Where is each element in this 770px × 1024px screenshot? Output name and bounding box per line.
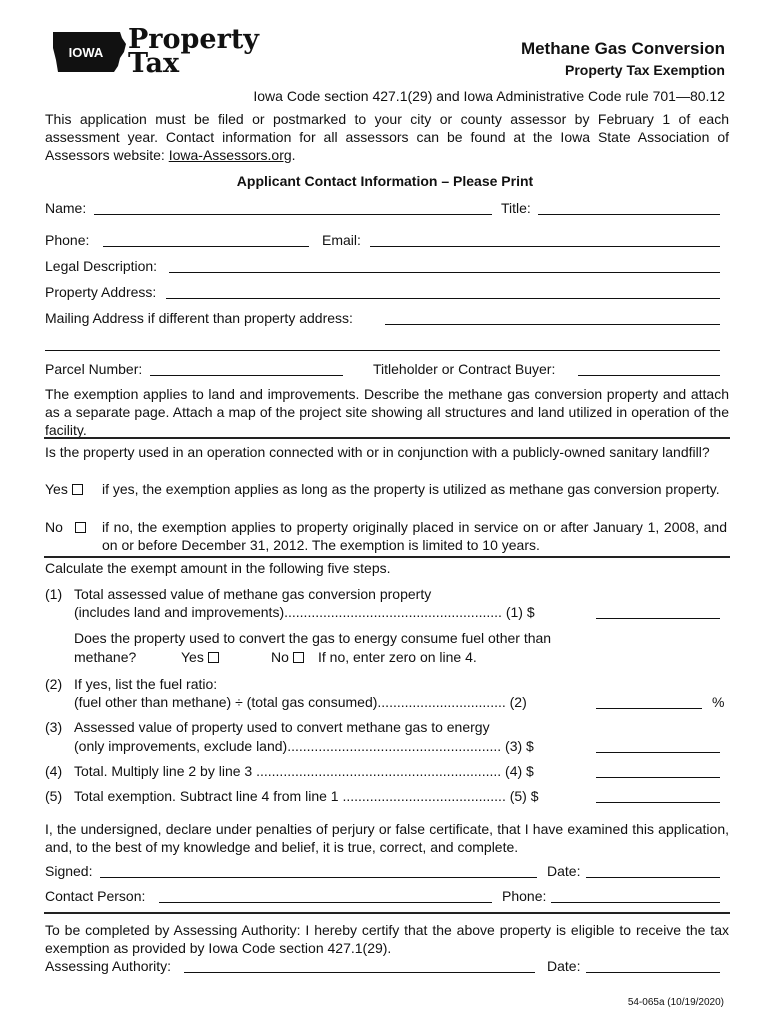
form-subtitle: Property Tax Exemption <box>564 62 725 78</box>
contact-heading: Applicant Contact Information – Please Print <box>236 173 534 189</box>
name-label: Name: <box>45 200 87 216</box>
divider <box>44 912 730 914</box>
fuel-yes-checkbox[interactable] <box>208 652 219 663</box>
line4-number: (4) <box>45 763 63 779</box>
code-reference: Iowa Code section 427.1(29) and Iowa Administrative Code rule 701—80.12 <box>253 88 725 104</box>
legal-description-field[interactable] <box>169 272 720 273</box>
email-label: Email: <box>322 232 361 248</box>
titleholder-label: Titleholder or Contract Buyer: <box>373 361 556 377</box>
line3-field[interactable] <box>596 752 720 753</box>
sign-date-field[interactable] <box>586 877 720 878</box>
title-label: Title: <box>501 200 531 216</box>
authority-certification: To be completed by Assessing Authority: I hereby certify that the above property is eligible to receive the tax exemption as provided by Iowa Code section 427.1(29). <box>45 922 729 956</box>
line3-text: Assessed value of property used to convert methane gas to energy <box>74 719 490 735</box>
landfill-no-option: No <box>45 519 86 535</box>
landfill-question: Is the property used in an operation connected with or in conjunction with a publicly-owned sanitary landfill? <box>45 444 710 460</box>
form-id: 54-065a (10/19/2020) <box>627 997 724 1008</box>
line5-field[interactable] <box>596 802 720 803</box>
line5-text: Total exemption. Subtract line 4 from line 1 .......................................... (5) $ <box>74 788 539 804</box>
signed-label: Signed: <box>45 863 93 879</box>
iowa-state-logo <box>50 30 128 75</box>
declaration-text: I, the undersigned, declare under penalties of perjury or false certificate, that I have examined this application, and, to the best of my knowledge and belief, it is true, correct, and complete. <box>45 821 729 855</box>
line1-field[interactable] <box>596 618 720 619</box>
assessing-authority-label: Assessing Authority: <box>45 958 172 974</box>
line5-number: (5) <box>45 788 63 804</box>
logo-line-tax: Tax <box>128 48 180 79</box>
logo-line-property: Property <box>128 24 259 55</box>
phone-field[interactable] <box>103 246 309 247</box>
property-address-label: Property Address: <box>45 284 157 300</box>
property-address-field[interactable] <box>166 298 720 299</box>
intro-paragraph: This application must be filed or postmarked to your city or county assessor by February 1 of each assessment year. Contact information for all assessors can be found at the Iowa State Association of Assessors website: Iowa-Assessors.org. <box>45 111 729 163</box>
fuel-yes-option: Yes <box>181 649 219 665</box>
assessors-website-link[interactable]: Iowa-Assessors.org <box>168 147 292 163</box>
email-field[interactable] <box>370 246 720 247</box>
assessing-authority-field[interactable] <box>184 972 535 973</box>
parcel-number-field[interactable] <box>150 375 343 376</box>
legal-description-label: Legal Description: <box>45 258 158 274</box>
authority-date-field[interactable] <box>586 972 720 973</box>
line1-text: Total assessed value of methane gas conversion property <box>74 586 432 602</box>
line1-text-cont: (includes land and improvements)........................................................ (1) $ <box>74 604 535 620</box>
line1-number: (1) <box>45 586 63 602</box>
sign-date-label: Date: <box>547 863 581 879</box>
divider <box>44 556 730 558</box>
contact-person-label: Contact Person: <box>45 888 146 904</box>
parcel-number-label: Parcel Number: <box>45 361 143 377</box>
line2-field[interactable] <box>596 708 702 709</box>
fuel-no-checkbox[interactable] <box>293 652 304 663</box>
fuel-question-cont: methane? <box>74 649 137 665</box>
contact-person-field[interactable] <box>159 902 492 903</box>
line2-text-cont: (fuel other than methane) ÷ (total gas consumed)................................. (2) <box>74 694 527 710</box>
line3-number: (3) <box>45 719 63 735</box>
line2-number: (2) <box>45 676 63 692</box>
phone-label: Phone: <box>45 232 90 248</box>
logo-wordmark <box>128 24 259 79</box>
logo-state-text: IOWA <box>68 45 104 60</box>
signature-field[interactable] <box>100 877 537 878</box>
contact-phone-field[interactable] <box>551 902 720 903</box>
contact-phone-label: Phone: <box>502 888 547 904</box>
calc-intro: Calculate the exempt amount in the following five steps. <box>45 560 391 576</box>
mailing-address-field-line2[interactable] <box>45 350 720 351</box>
divider <box>44 437 730 439</box>
mailing-address-label: Mailing Address if different than property address: <box>45 310 353 326</box>
title-field[interactable] <box>538 214 720 215</box>
landfill-yes-checkbox[interactable] <box>72 484 83 495</box>
name-field[interactable] <box>94 214 492 215</box>
fuel-no-note: If no, enter zero on line 4. <box>318 649 477 665</box>
line2-text: If yes, list the fuel ratio: <box>74 676 218 692</box>
landfill-no-text: if no, the exemption applies to property originally placed in service on or after January 1, 2008, and on or before December 31, 2012. The exemption is limited to 10 years. <box>102 519 727 553</box>
line3-text-cont: (only improvements, exclude land)....................................................... (3) $ <box>74 738 534 754</box>
landfill-yes-text: if yes, the exemption applies as long as the property is utilized as methane gas conversion property. <box>102 481 720 497</box>
landfill-no-checkbox[interactable] <box>75 522 86 533</box>
mailing-address-field[interactable] <box>385 324 720 325</box>
landfill-yes-option: Yes <box>45 481 83 497</box>
line4-text: Total. Multiply line 2 by line 3 ............................................................... (4) $ <box>74 763 534 779</box>
line2-percent: % <box>712 694 725 710</box>
titleholder-field[interactable] <box>578 375 720 376</box>
authority-date-label: Date: <box>547 958 581 974</box>
fuel-question: Does the property used to convert the gas to energy consume fuel other than <box>74 630 552 646</box>
line4-field[interactable] <box>596 777 720 778</box>
form-title: Methane Gas Conversion <box>520 39 725 58</box>
exemption-description: The exemption applies to land and improvements. Describe the methane gas conversion property and attach as a separate page. Attach a map of the project site showing all structures and land utilized in operation of the facility. <box>45 386 729 438</box>
fuel-no-option: No <box>271 649 304 665</box>
